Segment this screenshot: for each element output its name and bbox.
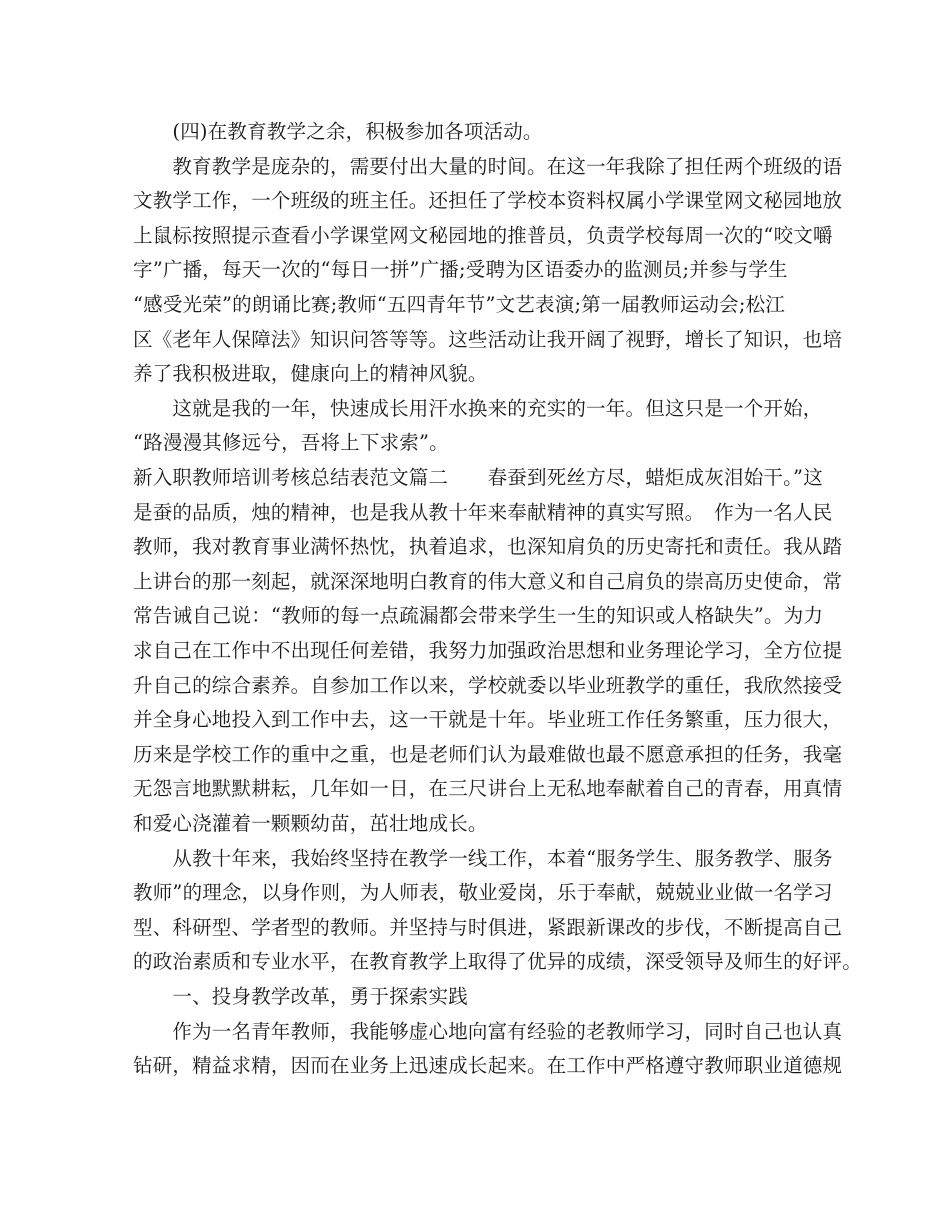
text-line: 这就是我的一年，快速成长用汗水换来的充实的一年。但这只是一个开始， (133, 397, 823, 420)
text-line: “感受光荣”的朗诵比赛;教师“五四青年节”文艺表演;第一届教师运动会;松江 (133, 293, 785, 316)
text-line: “路漫漫其修远兮，吾将上下求索”。 (133, 431, 449, 454)
text-line: 上鼠标按照提示查看小学课堂网文秘园地的推普员，负责学校每周一次的“咬文嚼 (133, 224, 833, 247)
text-line: 型、科研型、学者型的教师。并坚持与时俱进，紧跟新课改的步伐，不断提高自己 (133, 916, 843, 939)
text-line: 教师，我对教育事业满怀热忱，执着追求，也深知肩负的历史寄托和责任。我从踏 (133, 535, 843, 558)
text-line: 教育教学是庞杂的，需要付出大量的时间。在这一年我除了担任两个班级的语 (133, 155, 843, 178)
text-line: 求自己在工作中不出现任何差错，我努力加强政治思想和业务理论学习，全方位提 (133, 639, 843, 662)
text-line: 和爱心浇灌着一颗颗幼苗，茁壮地成长。 (133, 812, 488, 835)
text-line: 教师”的理念，以身作则，为人师表，敬业爱岗，乐于奉献，兢兢业业做一名学习 (133, 881, 833, 904)
text-line: (四)在教育教学之余，积极参加各项活动。 (133, 120, 543, 143)
text-line: 钻研，精益求精，因而在业务上迅速成长起来。在工作中严格遵守教师职业道德规 (133, 1054, 843, 1077)
text-line: 常告诫自己说：“教师的每一点疏漏都会带来学生一生的知识或人格缺失”。为力 (133, 604, 824, 627)
text-line: 文教学工作，一个班级的班主任。还担任了学校本资料权属小学课堂网文秘园地放 (133, 189, 843, 212)
section-heading-line: 新入职教师培训考核总结表范文篇二 春蚕到死丝方尽，蜡炬成灰泪始干。”这 (133, 466, 823, 489)
text-line: 并全身心地投入到工作中去，这一干就是十年。毕业班工作任务繁重，压力很大， (133, 708, 843, 731)
text-line: 字”广播，每天一次的“每日一拼”广播;受聘为区语委办的监测员;并参与学生 (133, 258, 788, 281)
subheading-line: 一、投身教学改革，勇于探索实践 (133, 985, 468, 1008)
text-line: 的政治素质和专业水平，在教育教学上取得了优异的成绩，深受领导及师生的好评。 (133, 950, 862, 973)
text-line: 无怨言地默默耕耘，几年如一日，在三尺讲台上无私地奉献着自己的青春，用真情 (133, 777, 843, 800)
text-line: 上讲台的那一刻起，就深深地明白教育的伟大意义和自己肩负的崇高历史使命，常 (133, 570, 843, 593)
text-line: 历来是学校工作的重中之重，也是老师们认为最难做也最不愿意承担的任务，我毫 (133, 743, 843, 766)
text-line: 养了我积极进取，健康向上的精神风貌。 (133, 362, 488, 385)
text-line: 从教十年来，我始终坚持在教学一线工作，本着“服务学生、服务教学、服务 (133, 847, 833, 870)
text-line: 是蚕的品质，烛的精神，也是我从教十年来奉献精神的真实写照。 作为一名人民 (133, 501, 833, 524)
text-line: 区《老年人保障法》知识问答等等。这些活动让我开阔了视野，增长了知识，也培 (133, 328, 843, 351)
text-line: 升自己的综合素养。自参加工作以来，学校就委以毕业班教学的重任，我欣然接受 (133, 674, 843, 697)
text-line: 作为一名青年教师，我能够虚心地向富有经验的老教师学习，同时自己也认真 (133, 1020, 843, 1043)
